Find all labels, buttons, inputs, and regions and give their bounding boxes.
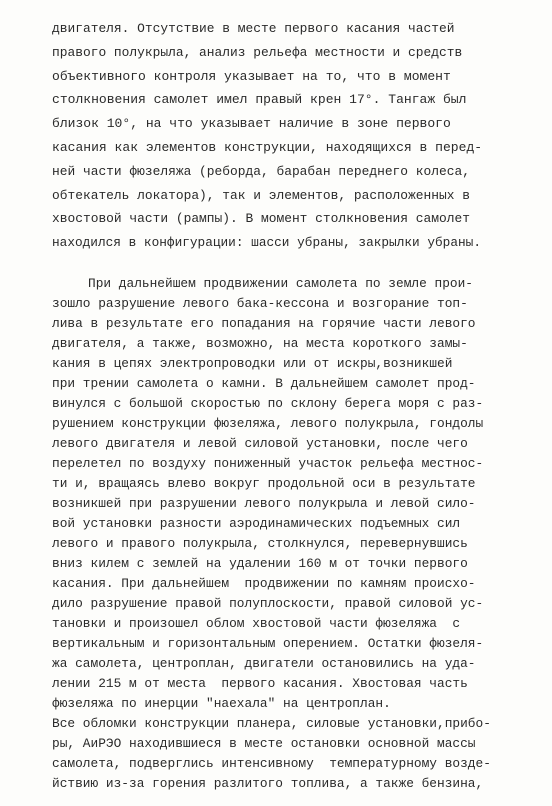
text-line: дило разрушение правой полуплоскости, правой силовой ус-	[52, 596, 484, 611]
text-line: лива в результате его попадания на горячие части левого	[52, 316, 476, 331]
text-line: обтекатель локатора), так и элементов, расположенных в	[52, 188, 470, 203]
text-line: зошло разрушение левого бака-кессона и возгорание топ-	[52, 296, 468, 311]
text-line: тановки и произошел облом хвостовой части фюзеляжа с	[52, 616, 461, 631]
text-line: вертикальным и горизонтальным оперением. Остатки фюзеля-	[52, 636, 484, 651]
text-line: вниз килем с землей на удалении 160 м от точки первого	[52, 556, 468, 571]
text-line: левого двигателя и левой силовой установки, после чего	[52, 436, 468, 451]
text-line: ней части фюзеляжа (реборда, барабан переднего колеса,	[52, 164, 470, 179]
text-line: двигателя, а также, возможно, на места короткого замы-	[52, 336, 468, 351]
text-line: близок 10°, на что указывает наличие в зоне первого	[52, 116, 451, 131]
text-line: кания в цепях электропроводки или от искры,возникшей	[52, 356, 453, 371]
text-line: столкновения самолет имел правый крен 17°. Тангаж был	[52, 92, 467, 107]
text-line: ры, АиРЭО находившиеся в месте остановки основной массы	[52, 736, 476, 751]
text-line: левого и правого полукрыла, столкнулся, перевернувшись	[52, 536, 468, 551]
text-line: находился в конфигурации: шасси убраны, закрылки убраны.	[52, 235, 481, 250]
text-line: рушением конструкции фюзеляжа, левого полукрыла, гондолы	[52, 416, 484, 431]
text-line: при трении самолета о камни. В дальнейшем самолет прод-	[52, 376, 476, 391]
text-line: перелетел по воздуху пониженный участок рельефа местнос-	[52, 456, 484, 471]
text-line: правого полукрыла, анализ рельефа местности и средств	[52, 45, 463, 60]
text-line: При дальнейшем продвижении самолета по земле прои-	[88, 276, 474, 291]
text-line: двигателя. Отсутствие в месте первого касания частей	[52, 21, 455, 36]
text-line: жа самолета, центроплан, двигатели остановились на уда-	[52, 656, 476, 671]
text-line: объективного контроля указывает на то, что в момент	[52, 69, 451, 84]
text-line: касания как элементов конструкции, находящихся в перед-	[52, 140, 483, 155]
text-line: Все обломки конструкции планера, силовые установки,прибо-	[52, 716, 491, 731]
text-line: фюзеляжа по инерции "наехала" на центроплан.	[52, 696, 391, 711]
text-line: йствию из-за горения разлитого топлива, а также бензина,	[52, 776, 484, 791]
text-line: касания. При дальнейшем продвижении по камням происхо-	[52, 576, 476, 591]
text-line: лении 215 м от места первого касания. Хвостовая часть	[52, 676, 468, 691]
text-line: вой установки разности аэродинамических подъемных сил	[52, 516, 461, 531]
text-line: винулся с большой скоростью по склону берега моря с раз-	[52, 396, 484, 411]
text-line: самолета, подверглись интенсивному температурному возде-	[52, 756, 491, 771]
text-line: возникшей при разрушении левого полукрыла и левой сило-	[52, 496, 476, 511]
text-line: ти и, вращаясь влево вокруг продольной оси в результате	[52, 476, 476, 491]
text-line: хвостовой части (рампы). В момент столкновения самолет	[52, 211, 470, 226]
